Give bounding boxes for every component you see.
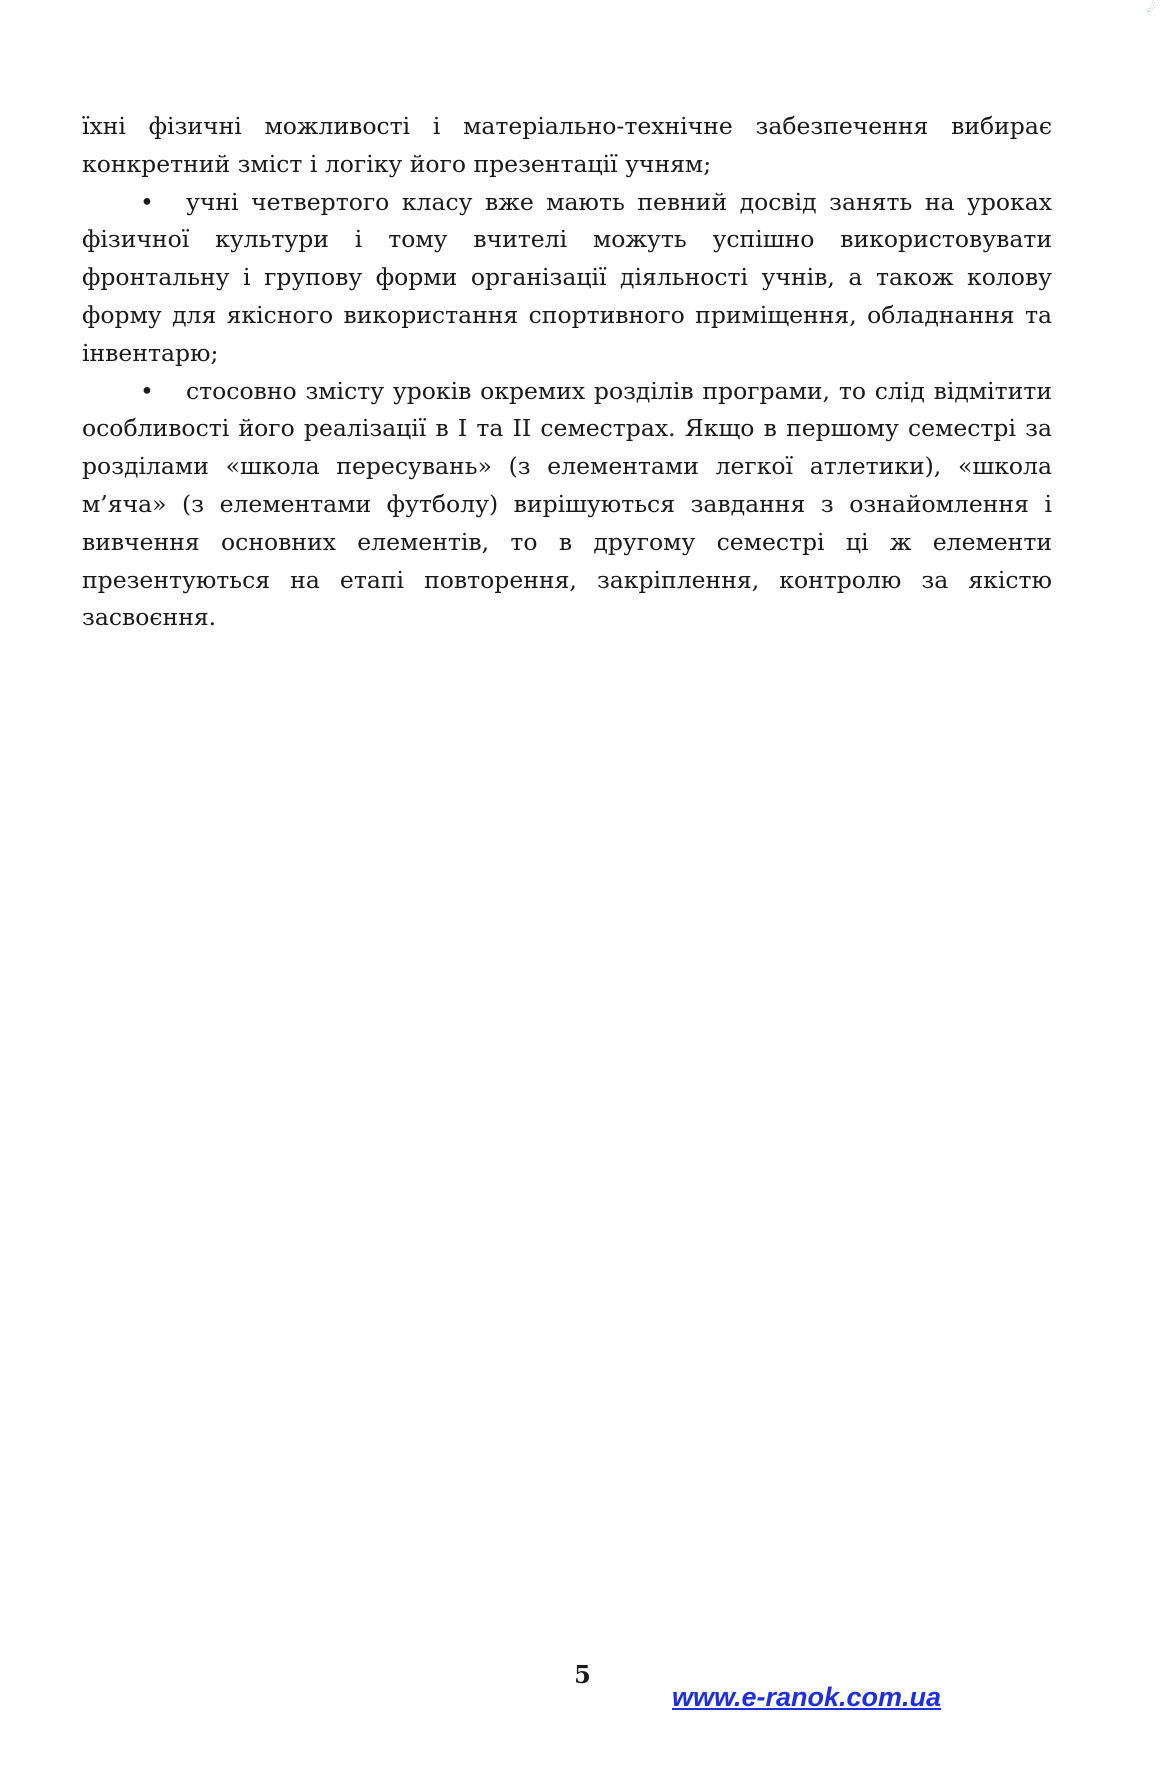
corner-scan-mark-icon: ☄ bbox=[1146, 0, 1159, 16]
bullet-icon: • bbox=[140, 187, 154, 216]
paragraph-continuation: їхні фізичні можливості і матеріально-технічне забезпечення вибирає конкретний зміст і логіку його презентації учням; bbox=[82, 112, 1052, 178]
bullet-item-fourth-grade bbox=[82, 184, 1052, 373]
bullet-item-text: стосовно змісту уроків окремих розділів програми, то слід відмітити особливості його реалізації в І та ІІ семестрах. Якщо в першому семестрі за розділами «школа пересувань» (з елементами легкої атлетики), «школа м’яча» (з елементами футболу) вирішуються завдання з ознайомлення і вивчення основних елементів, то в другому семестрі ці ж елементи презентуються на етапі повторення, закріплення, контролю за якістю засвоєння. bbox=[82, 376, 1052, 632]
bullet-item-semesters bbox=[82, 373, 1052, 638]
bullet-item-text: учні четвертого класу вже мають певний досвід занять на уроках фізичної культури і тому вчителі можуть успішно використовувати фронтальну і групову форми організації діяльності учнів, а також колову форму для якісного використання спортивного приміщення, обладнання та інвентарю; bbox=[82, 187, 1052, 367]
website-link[interactable]: www.e-ranok.com.ua bbox=[672, 1682, 942, 1712]
bullet-icon: • bbox=[140, 376, 154, 405]
body-text bbox=[82, 108, 1052, 637]
page-number: 5 bbox=[574, 1660, 591, 1689]
